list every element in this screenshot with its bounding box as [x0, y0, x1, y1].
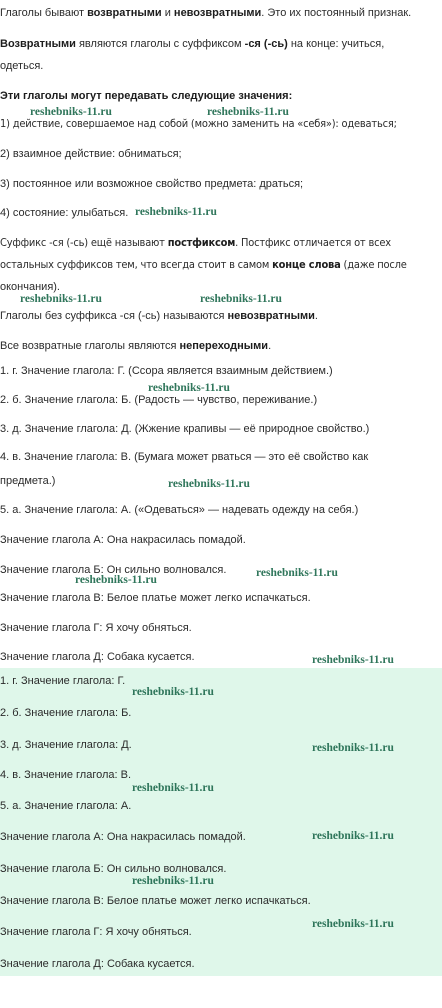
watermark: reshebniks-11.ru [200, 293, 282, 305]
meaning-item: 3) постоянное или возможное свойство предмета: драться; [0, 178, 304, 190]
intro-paragraph [0, 5, 411, 21]
watermark: reshebniks-11.ru [132, 782, 214, 794]
box-answer-item: 4. в. Значение глагола: В. [0, 769, 132, 781]
watermark: reshebniks-11.ru [148, 382, 230, 394]
reflexive-definition-cont: одеться. [0, 60, 44, 72]
postfix-paragraph [0, 235, 391, 251]
watermark: reshebniks-11.ru [312, 918, 394, 930]
example-item: Значение глагола Г: Я хочу обняться. [0, 622, 192, 634]
intransitive-statement [0, 338, 271, 354]
text: . [268, 340, 272, 352]
term-word-end: конце слова [272, 258, 341, 271]
text: Глаголы бывают [0, 7, 88, 19]
box-example-item: Значение глагола А: Она накрасилась помадой. [0, 831, 246, 843]
watermark: reshebniks-11.ru [132, 686, 214, 698]
box-example-item: Значение глагола Б: Он сильно волновался. [0, 863, 227, 875]
watermark: reshebniks-11.ru [312, 830, 394, 842]
answer-item-cont: предмета.) [0, 475, 56, 487]
text: Глаголы без суффикса -ся (-сь) называются [0, 310, 228, 322]
text: на конце: учиться, [287, 38, 385, 50]
box-answer-item: 1. г. Значение глагола: Г. [0, 675, 126, 687]
postfix-paragraph-end: окончания). [0, 281, 60, 293]
text: остальных суффиксов тем, что всегда стоит в самом [0, 258, 273, 271]
postfix-paragraph-cont [0, 257, 407, 273]
watermark: reshebniks-11.ru [132, 875, 214, 887]
answer-item: 2. б. Значение глагола: Б. (Радость — чувство, переживание.) [0, 394, 318, 406]
text: . Постфикс отличается от всех [235, 236, 391, 249]
watermark: reshebniks-11.ru [312, 654, 394, 666]
text: являются глаголы с суффиксом [75, 38, 245, 50]
meaning-item: 4) состояние: улыбаться. [0, 207, 129, 219]
box-example-item: Значение глагола Д: Собака кусается. [0, 958, 195, 970]
watermark: reshebniks-11.ru [312, 742, 394, 754]
heading: Эти глаголы могут передавать следующие значения: [0, 90, 293, 102]
watermark: reshebniks-11.ru [256, 567, 338, 579]
watermark: reshebniks-11.ru [207, 106, 289, 118]
nonreflexive-definition [0, 308, 318, 324]
meaning-item: 1) действие, совершаемое над собой (можно заменить на «себя»): одеваться; [0, 117, 397, 130]
text: и [161, 7, 174, 19]
answer-item: 3. д. Значение глагола: Д. (Жжение крапивы — её природное свойство.) [0, 423, 370, 435]
answer-item: 5. а. Значение глагола: А. («Одеваться» — надевать одежду на себя.) [0, 504, 359, 516]
box-answer-item: 3. д. Значение глагола: Д. [0, 739, 132, 751]
term: непереходными [179, 340, 269, 352]
watermark: reshebniks-11.ru [30, 106, 112, 118]
box-example-item: Значение глагола Г: Я хочу обняться. [0, 926, 192, 938]
example-item: Значение глагола Б: Он сильно волновался. [0, 564, 227, 576]
meanings-heading [0, 88, 292, 104]
term: невозвратными [227, 310, 315, 322]
term-reflexive: возвратными [87, 7, 162, 19]
text: Все возвратные глаголы являются [0, 340, 180, 352]
term-nonreflexive: невозвратными [173, 7, 262, 19]
answer-item: 1. г. Значение глагола: Г. (Ссора является взаимным действием.) [0, 365, 333, 377]
text: (даже после [340, 258, 407, 271]
text: . [314, 310, 318, 322]
watermark: reshebniks-11.ru [20, 293, 102, 305]
box-answer-item: 5. а. Значение глагола: А. [0, 800, 132, 812]
answer-item: 4. в. Значение глагола: В. (Бумага может рваться — это её свойство как [0, 451, 369, 463]
example-item: Значение глагола В: Белое платье может легко испачкаться. [0, 592, 311, 604]
example-item: Значение глагола Д: Собака кусается. [0, 651, 195, 663]
watermark: reshebniks-11.ru [75, 574, 157, 586]
box-example-item: Значение глагола В: Белое платье может легко испачкаться. [0, 895, 311, 907]
watermark: reshebniks-11.ru [168, 478, 250, 490]
box-answer-item: 2. б. Значение глагола: Б. [0, 707, 132, 719]
term-postfix: постфиксом [167, 236, 236, 249]
text: Суффикс -ся (-сь) ещё называют [0, 236, 168, 249]
text: . Это их постоянный признак. [261, 7, 412, 19]
reflexive-definition [0, 36, 384, 52]
watermark: reshebniks-11.ru [135, 206, 217, 218]
meaning-item: 2) взаимное действие: обниматься; [0, 148, 182, 160]
example-item: Значение глагола А: Она накрасилась помадой. [0, 534, 246, 546]
suffix: -ся (-сь) [244, 38, 288, 50]
term: Возвратными [0, 38, 76, 50]
